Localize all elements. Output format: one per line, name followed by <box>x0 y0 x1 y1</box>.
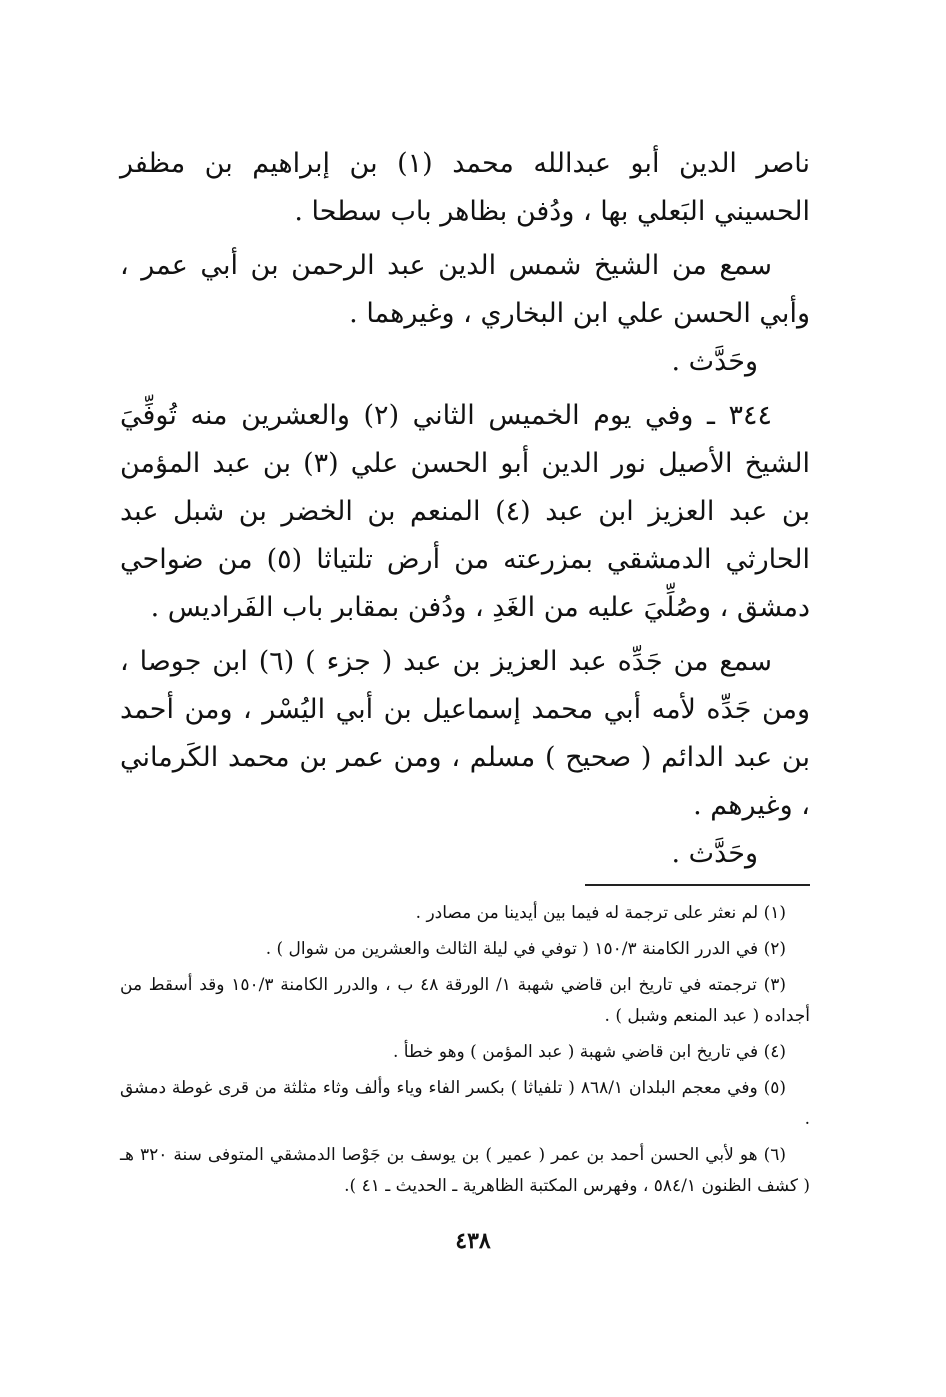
footnote-1: (١) لم نعثر على ترجمة له فيما بين أيدينا من مصادر . <box>415 903 786 923</box>
paragraph-heard-from: سمع من الشيخ شمس الدين عبد الرحمن بن أبي عمر ، وأبي الحسن علي ابن البخاري ، وغيرهما . <box>120 250 810 329</box>
paragraph-heard-from-2: سمع من جَدِّه عبد العزيز بن عبد ( جزء ) (٦) ابن جوصا ، ومن جَدِّه لأمه أبي محمد إسماعيل بن أبي اليُسْر ، ومن أحمد بن عبد الدائم ( صحيح ) مسلم ، ومن عمر بن محمد الكَرماني ، وغيرهم . <box>120 646 810 821</box>
footnote-divider <box>585 884 810 886</box>
footnote-3: (٣) ترجمته في تاريخ ابن قاضي شهبة ١/ الورقة ٤٨ ب ، والدرر الكامنة ١٥٠/٣ وقد أسقط من أجداده ( عبد المنعم وشبل ) . <box>120 975 810 1026</box>
paragraph-entry-344: ٣٤٤ ـ وفي يوم الخميس الثاني (٢) والعشرين منه تُوفِّيَ الشيخ الأصيل نور الدين أبو الحسن علي (٣) بن عبد المؤمن بن عبد العزيز ابن عبد (٤) المنعم بن الخضر بن شبل عبد الحارثي الدمشقي بمزرعته من أرض تلتياثا (٥) من ضواحي دمشق ، وصُلِّيَ عليه من الغَدِ ، ودُفن بمقابر باب الفَراديس . <box>120 400 810 623</box>
page-number: ٤٣٨ <box>455 1228 491 1254</box>
footnote-2: (٢) في الدرر الكامنة ١٥٠/٣ ( توفي في ليلة الثالث والعشرين من شوال ) . <box>265 939 786 959</box>
main-text <box>120 140 810 878</box>
paragraph-intro: ناصر الدين أبو عبدالله محمد (١) بن إبراهيم بن مظفر الحسيني البَعلي بها ، ودُفن بظاهر باب سطحا . <box>120 148 810 227</box>
page-content <box>120 140 810 1207</box>
footnotes <box>120 898 810 1202</box>
paragraph-narrated-2: وحَدَّث . <box>671 838 758 869</box>
footnote-6: (٦) هو لأبي الحسن أحمد بن عمر ( عمير ) بن يوسف بن جَوْصا الدمشقي المتوفى سنة ٣٢٠ هـ ( كشف الظنون ٥٨٤/١ ، وفهرس المكتبة الظاهرية ـ الحديث ـ ٤١ ). <box>120 1145 810 1196</box>
footnote-4: (٤) في تاريخ ابن قاضي شهبة ( عبد المؤمن ) وهو خطأ . <box>392 1042 786 1062</box>
footnote-5: (٥) وفي معجم البلدان ٨٦٨/١ ( تلفياثا ) بكسر الفاء وياء وألف وثاء مثلثة من قرى غوطة دمشق . <box>120 1078 810 1129</box>
paragraph-narrated: وحَدَّث . <box>671 346 758 377</box>
